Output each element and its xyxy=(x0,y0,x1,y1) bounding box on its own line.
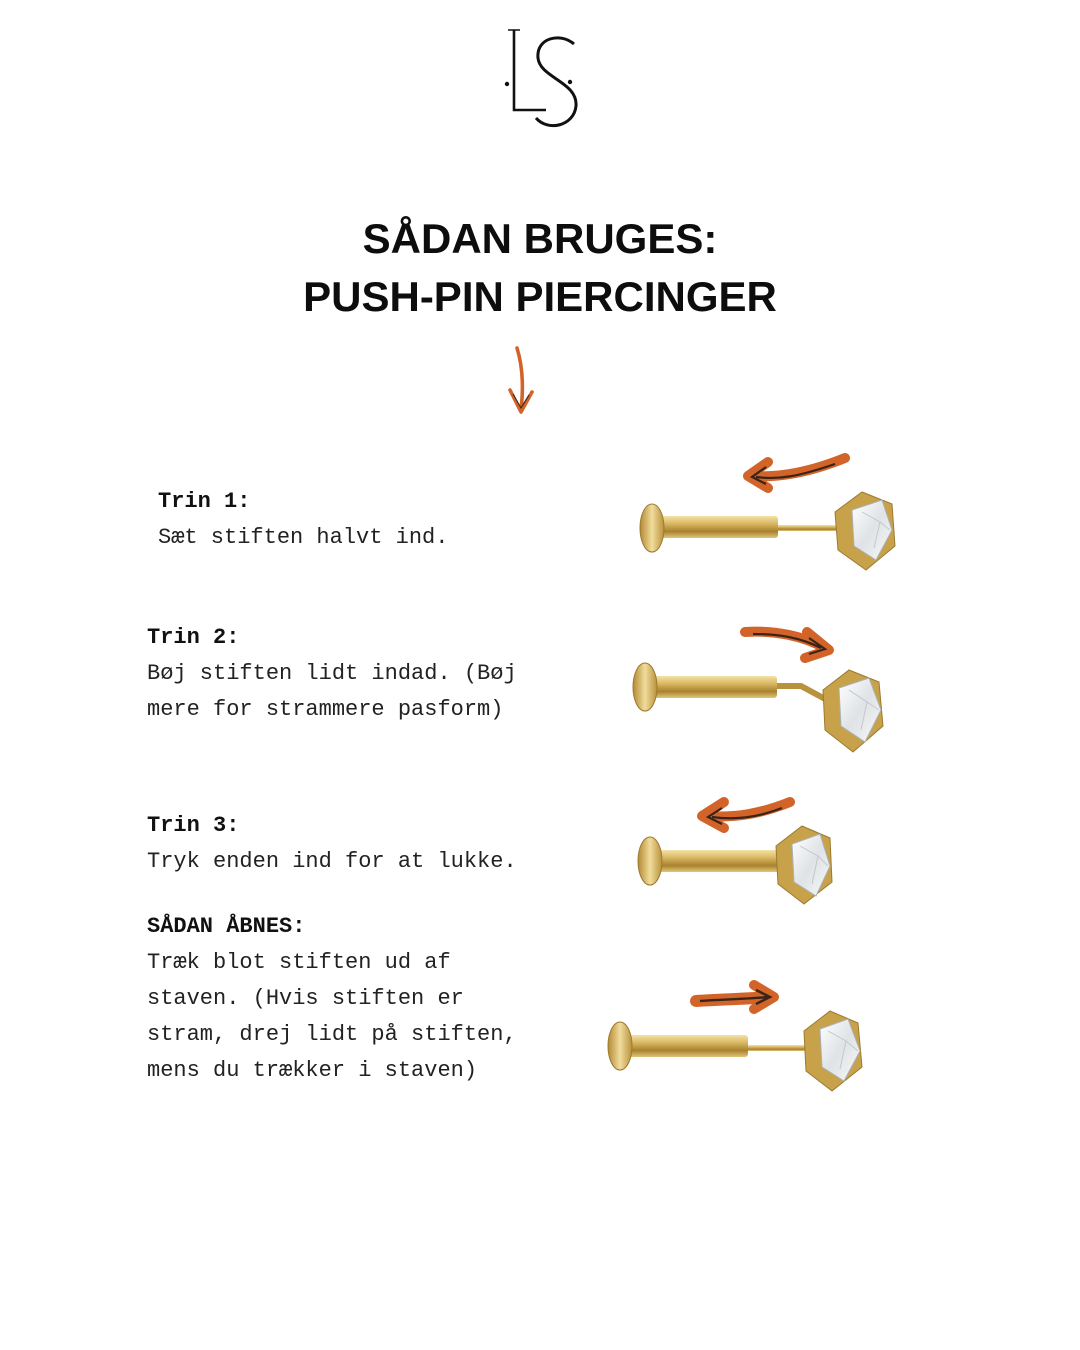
step-open-label: SÅDAN ÅBNES: xyxy=(147,914,306,939)
step-open-text: Træk blot stiften ud af staven. (Hvis stiften er stram, drej lidt på stiften, mens du trækker i staven) xyxy=(147,950,517,1083)
step-2-label: Trin 2: xyxy=(147,625,240,650)
step-3-text: Tryk enden ind for at lukke. xyxy=(147,849,517,874)
push-pin-closed-icon xyxy=(638,826,832,904)
push-pin-half-inserted-icon xyxy=(640,492,895,570)
step-2 xyxy=(147,620,517,728)
ls-monogram-icon xyxy=(490,22,600,142)
step-2-illustration xyxy=(625,620,905,760)
push-pin-bent-icon xyxy=(633,663,883,752)
push-pin-pulled-out-icon xyxy=(608,1011,862,1091)
step-1-illustration xyxy=(630,450,910,580)
arrow-down-icon xyxy=(500,344,542,418)
arrow-right-icon xyxy=(745,632,829,658)
arrow-left-icon xyxy=(748,458,845,488)
step-1 xyxy=(158,484,448,556)
step-3-label: Trin 3: xyxy=(147,813,240,838)
page-title-line-1: SÅDAN BRUGES: xyxy=(362,215,718,262)
step-1-label: Trin 1: xyxy=(158,489,251,514)
arrow-right-icon xyxy=(696,985,774,1009)
step-open xyxy=(147,909,517,1089)
step-open-illustration xyxy=(600,975,880,1100)
step-3 xyxy=(147,808,517,880)
arrow-left-icon xyxy=(702,802,790,828)
step-1-text: Sæt stiften halvt ind. xyxy=(158,525,449,550)
page-title-line-2: PUSH-PIN PIERCINGER xyxy=(303,273,777,320)
step-3-illustration xyxy=(630,790,850,910)
step-2-text: Bøj stiften lidt indad. (Bøj mere for strammere pasform) xyxy=(147,661,517,722)
